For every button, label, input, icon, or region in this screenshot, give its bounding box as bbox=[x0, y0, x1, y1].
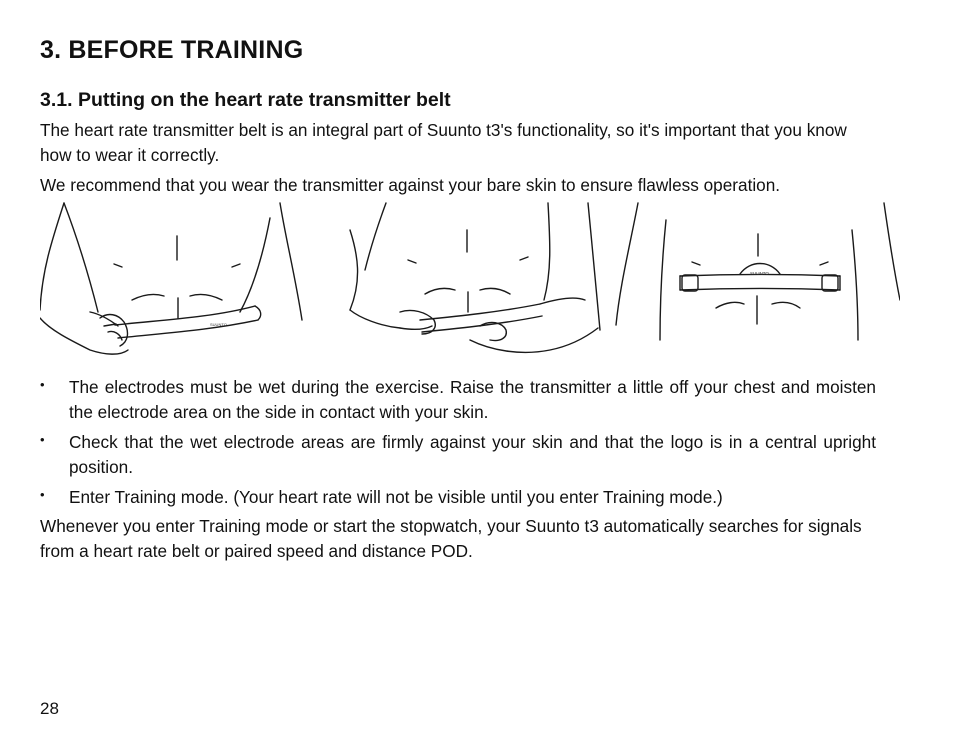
bullet-mark: • bbox=[40, 487, 45, 502]
belt-illustration bbox=[40, 200, 900, 358]
intro-paragraph-2: We recommend that you wear the transmitter against your bare skin to ensure flawless operation. bbox=[40, 175, 781, 195]
bullet-text: Enter Training mode. (Your heart rate will not be visible until you enter Training mode.) bbox=[69, 487, 723, 507]
bullet-text: The electrodes must be wet during the exercise. Raise the transmitter a little off your chest and moisten the electrode area on the side in contact with your skin. bbox=[69, 377, 876, 422]
list-item bbox=[40, 485, 876, 510]
belt-logo-panel-1: SUUNTO bbox=[210, 322, 227, 327]
intro-paragraph-1: The heart rate transmitter belt is an integral part of Suunto t3's functionality, so it's important that you know how to wear it correctly. bbox=[40, 120, 847, 165]
closing-paragraph: Whenever you enter Training mode or start the stopwatch, your Suunto t3 automatically searches for signals from a heart rate belt or paired speed and distance POD. bbox=[40, 516, 862, 561]
bullet-mark: • bbox=[40, 377, 45, 392]
section-title: 3.1. Putting on the heart rate transmitter belt bbox=[40, 89, 451, 111]
illustration-panel-2 bbox=[350, 203, 600, 352]
list-item bbox=[40, 430, 876, 480]
page-number: 28 bbox=[40, 699, 59, 718]
chapter-title: 3. BEFORE TRAINING bbox=[40, 36, 304, 64]
belt-logo-panel-3: SUUNTO bbox=[750, 271, 769, 276]
illustration-panel-1 bbox=[40, 203, 302, 354]
bullet-text: Check that the wet electrode areas are firmly against your skin and that the logo is in a central upright position. bbox=[69, 432, 876, 477]
bullet-mark: • bbox=[40, 432, 45, 447]
list-item bbox=[40, 375, 876, 425]
bullet-list bbox=[40, 375, 876, 515]
